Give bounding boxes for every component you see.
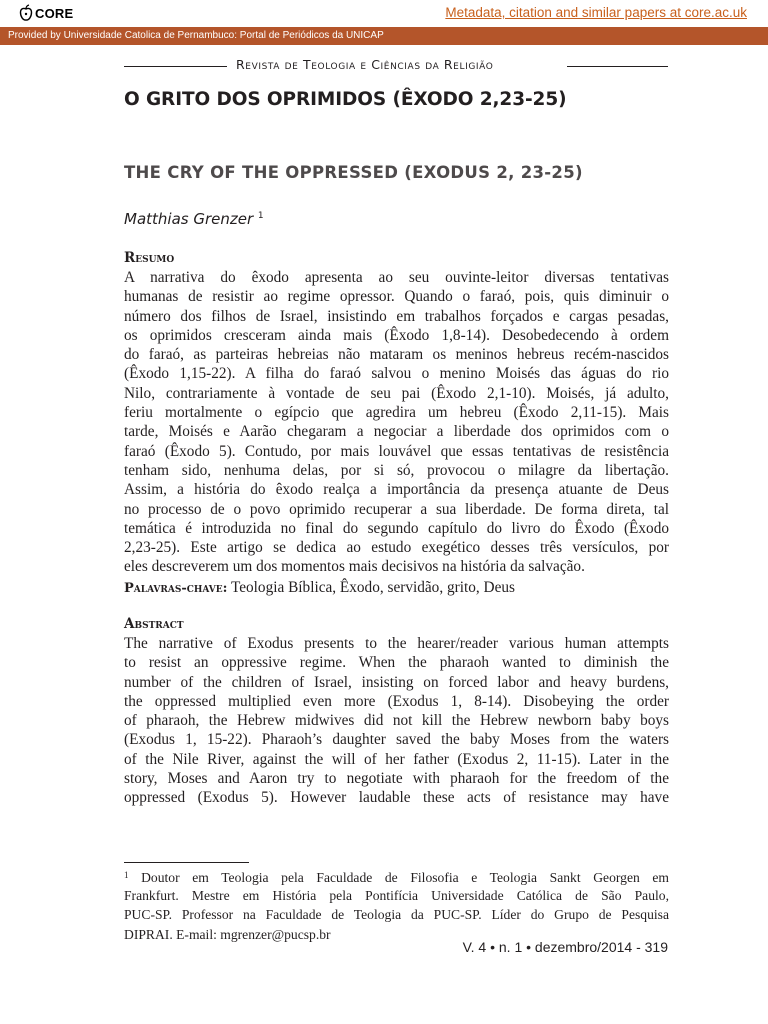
resumo-line: tenham sido, nenhuma delas, por si só, provocou o milagre da libertação.	[124, 461, 669, 479]
header-rule-left	[124, 66, 227, 67]
author-footnote-mark: 1	[257, 211, 264, 221]
resumo-line: faraó (Êxodo 5). Contudo, por mais louvável que essas tentativas de resistência	[124, 442, 669, 460]
abstract-line: the oppressed multiplied even more (Exodus 1, 8-14). Disobeying the order	[124, 692, 669, 710]
resumo-line: os oprimidos cresceram ainda mais (Êxodo 1,8-14). Desobedecendo à ordem	[124, 326, 669, 344]
resumo-line: (Êxodo 1,15-22). A filha do faraó salvou o menino Moisés das águas do rio	[124, 365, 669, 383]
resumo-body	[124, 268, 669, 577]
core-apple-icon	[19, 4, 33, 22]
abstract-line: of pharaoh, the Hebrew midwives did not kill the Hebrew newborn baby boys	[124, 712, 669, 730]
abstract-line: oppressed (Exodus 5). However laudable these acts of resistance may have	[124, 789, 669, 807]
footnote-line	[124, 866, 669, 886]
abstract-line: (Exodus 1, 15-22). Pharaoh’s daughter saved the baby Moses from the waters	[124, 731, 669, 749]
abstract-heading: Abstract	[124, 616, 184, 632]
abstract-line: of the Nile River, against the will of her father (Exodus 2, 11-15). Later in the	[124, 750, 669, 768]
core-logo[interactable]	[19, 4, 73, 22]
resumo-line: eles descreverem um dos momentos mais decisivos na história da salvação.	[124, 558, 585, 576]
abstract-body	[124, 634, 669, 808]
resumo-line: Assim, a história do êxodo realça a importância da presença atuante de Deus	[124, 481, 669, 499]
footnote-line: PUC-SP. Professor na Faculdade de Teologia da PUC-SP. Líder do Grupo de Pesquisa	[124, 907, 669, 922]
resumo-heading: Resumo	[124, 250, 175, 266]
abstract-line: number of the children of Israel, insisting on forced labor and heavy burdens,	[124, 673, 669, 691]
footnote-mark: 1	[124, 870, 129, 880]
journal-header	[124, 57, 668, 75]
keywords-label: Palavras-chave:	[124, 581, 228, 596]
resumo-line: no processo de o povo oprimido recuperar a sua liberdade. De forma direta, tal	[124, 500, 669, 518]
resumo-line: temática é introduzida no final do segundo capítulo do livro do Êxodo (Êxodo	[124, 519, 669, 537]
article-title-english: THE CRY OF THE OPPRESSED (EXODUS 2, 23-25)	[124, 163, 583, 182]
header-rule-right	[567, 66, 668, 67]
resumo-line: do faraó, as parteiras hebreias não mataram os meninos hebreus recém-nascidos	[124, 346, 669, 364]
resumo-line: humanas de resistir ao regime opressor. Quando o faraó, pois, quis diminuir o	[124, 288, 669, 306]
provider-bar	[0, 27, 768, 45]
provider-text: Provided by Universidade Catolica de Pernambuco: Portal de Periódicos da UNICAP	[8, 30, 384, 41]
resumo-line: A narrativa do êxodo apresenta ao seu ouvinte-leitor diversas tentativas	[124, 269, 669, 286]
journal-name: Revista de Teologia e Ciências da Religião	[236, 57, 494, 72]
footnote-line: Frankfurt. Mestre em História pela Pontifícia Universidade Católica de São Paulo,	[124, 887, 669, 903]
footnote-text: Doutor em Teologia pela Faculdade de Filosofia e Teologia Sankt Georgen em	[141, 870, 669, 885]
keywords-text: Teologia Bíblica, Êxodo, servidão, grito, Deus	[230, 579, 515, 596]
page-footer: V. 4 • n. 1 • dezembro/2014 - 319	[462, 939, 668, 955]
resumo-line: feriu mortalmente o egípcio que agredira um hebreu (Êxodo 2,11-15). Mais	[124, 404, 669, 422]
footnote-line: DIPRAI. E-mail: mgrenzer@pucsp.br	[124, 926, 331, 942]
core-header-bar	[0, 0, 768, 27]
author-name: Matthias Grenzer	[124, 210, 254, 228]
resumo-line: Nilo, contrariamente à vontade de seu pai (Êxodo 2,1-10). Moisés, já adulto,	[124, 384, 669, 402]
article-title-portuguese: O GRITO DOS OPRIMIDOS (ÊXODO 2,23-25)	[124, 89, 567, 110]
abstract-line: The narrative of Exodus presents to the hearer/reader various human attempts	[124, 635, 669, 652]
abstract-line: to resist an oppressive regime. When the pharaoh wanted to diminish the	[124, 654, 669, 672]
keywords-line	[124, 578, 515, 598]
footnote	[124, 866, 669, 944]
resumo-line: tarde, Moisés e Aarão chegaram a negociar a liberdade dos oprimidos com o	[124, 423, 669, 441]
footnote-rule	[124, 862, 249, 863]
author-line	[124, 210, 264, 228]
abstract-line: story, Moses and Aaron try to negotiate with pharaoh for the freedom of the	[124, 770, 669, 788]
resumo-line: 2,23-25). Este artigo se dedica ao estudo exegético desses três versículos, por	[124, 539, 669, 557]
resumo-line: número dos filhos de Israel, insistindo em trabalhos forçados e cargas pesadas,	[124, 307, 669, 325]
core-metadata-link[interactable]: Metadata, citation and similar papers at core.ac.uk	[445, 5, 747, 20]
core-logo-text: CORE	[35, 5, 74, 21]
